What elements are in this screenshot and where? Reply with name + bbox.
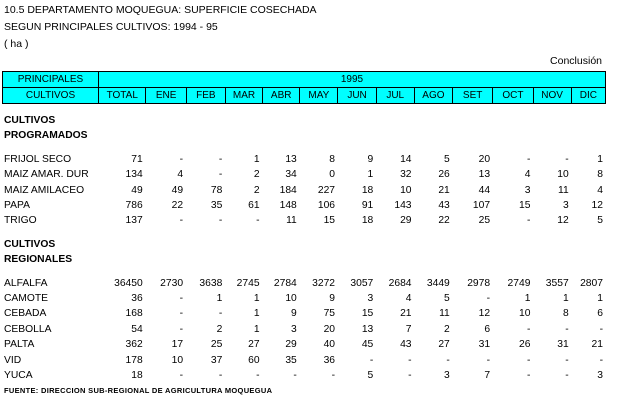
table-cell: 25 bbox=[478, 215, 491, 227]
table-cell: - bbox=[599, 354, 603, 366]
table-cell: 9 bbox=[367, 153, 374, 165]
table-cell: 1 bbox=[216, 293, 223, 305]
table-cell: - bbox=[527, 153, 531, 165]
table-cell: 32 bbox=[400, 169, 412, 181]
table-cell: - bbox=[218, 169, 223, 181]
table-row bbox=[2, 306, 606, 321]
table-cell: 107 bbox=[472, 200, 491, 212]
table-cell: 20 bbox=[478, 153, 491, 165]
header-corner-bottom: CULTIVOS bbox=[3, 88, 99, 104]
section-title: PROGRAMADOS bbox=[4, 130, 88, 142]
table-cell: 10 bbox=[400, 184, 412, 196]
table-cell: 3057 bbox=[350, 277, 374, 289]
table-cell: 2 bbox=[444, 323, 450, 335]
table-cell: 12 bbox=[557, 215, 569, 227]
table-cell: 15 bbox=[361, 308, 374, 320]
table-cell: 25 bbox=[210, 339, 223, 351]
table-cell: 134 bbox=[125, 169, 143, 181]
table-cell: - bbox=[486, 354, 491, 366]
table-cell: - bbox=[599, 323, 603, 335]
table-cell: 1 bbox=[367, 169, 374, 181]
table-cell: 11 bbox=[439, 308, 450, 320]
table-cell: - bbox=[565, 153, 569, 165]
crop-name: ALFALFA bbox=[4, 277, 48, 289]
table-cell: 15 bbox=[518, 200, 531, 212]
table-cell: 31 bbox=[478, 339, 491, 351]
table-cell: - bbox=[565, 354, 569, 366]
table-cell: 4 bbox=[597, 184, 603, 196]
table-cell: 13 bbox=[285, 153, 297, 165]
table-cell: 37 bbox=[210, 354, 223, 366]
table-cell: 6 bbox=[484, 323, 491, 335]
table-cell: - bbox=[256, 370, 260, 382]
table-cell: 40 bbox=[323, 339, 336, 351]
table-cell: 60 bbox=[248, 354, 260, 366]
table-cell: - bbox=[218, 370, 223, 382]
table-cell: 36450 bbox=[114, 277, 143, 289]
table-cell: 0 bbox=[329, 169, 336, 181]
crop-name: CEBOLLA bbox=[4, 323, 52, 335]
table-cell: 14 bbox=[400, 153, 412, 165]
section-title: CULTIVOS bbox=[4, 238, 56, 250]
table-cell: 1 bbox=[253, 323, 260, 335]
table-cell: 1 bbox=[253, 153, 260, 165]
table-cell: 11 bbox=[286, 215, 297, 227]
table-cell: 143 bbox=[394, 200, 412, 212]
column-header-nov: NOV bbox=[533, 88, 571, 104]
table-cell: 3 bbox=[562, 200, 569, 212]
column-header-ene: ENE bbox=[146, 88, 186, 104]
table-cell: 49 bbox=[131, 184, 143, 196]
table-cell: - bbox=[565, 323, 569, 335]
table-cell: 43 bbox=[400, 339, 412, 351]
table-cell: - bbox=[218, 308, 223, 320]
table-row bbox=[2, 152, 606, 167]
table-cell: 106 bbox=[317, 200, 336, 212]
table-cell: 1 bbox=[524, 293, 531, 305]
table-cell: 91 bbox=[361, 200, 374, 212]
table-cell: 3272 bbox=[312, 277, 336, 289]
table-cell: 2807 bbox=[580, 277, 603, 289]
table-cell: 2730 bbox=[160, 277, 184, 289]
table-cell: 3 bbox=[524, 184, 531, 196]
table-cell: 54 bbox=[131, 323, 143, 335]
crop-name: PALTA bbox=[4, 339, 35, 351]
column-header-feb: FEB bbox=[186, 88, 225, 104]
table-cell: - bbox=[527, 354, 531, 366]
table-row bbox=[2, 276, 606, 291]
table-cell: 44 bbox=[478, 184, 491, 196]
table-cell: 2749 bbox=[507, 277, 531, 289]
table-cell: 35 bbox=[285, 354, 297, 366]
spacer-row bbox=[2, 229, 606, 237]
table-cell: 49 bbox=[171, 184, 184, 196]
crop-name: VID bbox=[4, 354, 22, 366]
table-cell: 12 bbox=[478, 308, 491, 320]
table-cell: 8 bbox=[329, 153, 336, 165]
table-cell: 2 bbox=[253, 184, 260, 196]
data-table bbox=[2, 113, 606, 384]
table-cell: 21 bbox=[591, 339, 603, 351]
table-cell: - bbox=[565, 370, 569, 382]
table-cell: - bbox=[408, 354, 412, 366]
table-cell: 31 bbox=[557, 339, 569, 351]
section-title: REGIONALES bbox=[4, 254, 73, 266]
table-subtitle: SEGUN PRINCIPALES CULTIVOS: 1994 - 95 bbox=[4, 21, 218, 33]
table-title: 10.5 DEPARTAMENTO MOQUEGUA: SUPERFICIE COSECHADA bbox=[4, 4, 317, 16]
table-cell: 3 bbox=[444, 370, 450, 382]
table-cell: 10 bbox=[171, 354, 184, 366]
section-title: CULTIVOS bbox=[4, 115, 56, 126]
table-cell: 13 bbox=[361, 323, 374, 335]
crop-name: MAIZ AMILACEO bbox=[4, 184, 85, 196]
table-cell: 3 bbox=[291, 323, 297, 335]
table-cell: 10 bbox=[518, 308, 531, 320]
table-cell: 15 bbox=[323, 215, 336, 227]
column-header-mar: MAR bbox=[225, 88, 262, 104]
table-cell: 362 bbox=[125, 339, 143, 351]
table-cell: 178 bbox=[125, 354, 143, 366]
table-cell: 1 bbox=[253, 293, 260, 305]
table-cell: 18 bbox=[131, 370, 143, 382]
table-cell: - bbox=[218, 153, 223, 165]
header-year: 1995 bbox=[99, 72, 606, 88]
table-row bbox=[2, 337, 606, 352]
table-cell: 10 bbox=[285, 293, 297, 305]
table-cell: - bbox=[527, 215, 531, 227]
table-cell: 45 bbox=[361, 339, 374, 351]
table-cell: - bbox=[331, 370, 336, 382]
crop-name: MAIZ AMAR. DUR bbox=[4, 169, 89, 181]
spacer-row bbox=[2, 268, 606, 276]
table-cell: 2745 bbox=[236, 277, 260, 289]
table-cell: 36 bbox=[131, 293, 143, 305]
table-cell: 9 bbox=[329, 293, 336, 305]
table-cell: 4 bbox=[177, 169, 184, 181]
table-cell: 2784 bbox=[273, 277, 297, 289]
table-cell: 11 bbox=[557, 184, 569, 196]
column-header-oct: OCT bbox=[493, 88, 533, 104]
table-cell: 22 bbox=[171, 200, 184, 212]
table-cell: 148 bbox=[279, 200, 297, 212]
table-cell: 137 bbox=[125, 215, 143, 227]
table-cell: 2684 bbox=[388, 277, 412, 289]
section-heading bbox=[2, 252, 606, 267]
table-cell: 78 bbox=[210, 184, 223, 196]
table-cell: 12 bbox=[591, 200, 603, 212]
crop-name: FRIJOL SECO bbox=[4, 153, 72, 165]
table-cell: - bbox=[486, 293, 491, 305]
table-cell: 21 bbox=[438, 184, 450, 196]
crop-name: CAMOTE bbox=[4, 293, 49, 305]
table-cell: 7 bbox=[405, 323, 412, 335]
table-cell: 26 bbox=[438, 169, 450, 181]
table-row bbox=[2, 353, 606, 368]
crop-name: PAPA bbox=[4, 200, 30, 212]
table-cell: 18 bbox=[361, 184, 374, 196]
column-header-jun: JUN bbox=[338, 88, 376, 104]
table-cell: - bbox=[218, 215, 223, 227]
table-cell: 34 bbox=[285, 169, 297, 181]
table-cell: - bbox=[527, 370, 531, 382]
table-cell: 43 bbox=[438, 200, 450, 212]
header-corner-top: PRINCIPALES bbox=[3, 72, 99, 88]
table-cell: 35 bbox=[210, 200, 223, 212]
table-cell: 27 bbox=[438, 339, 450, 351]
table-cell: 29 bbox=[400, 215, 412, 227]
table-cell: 5 bbox=[444, 153, 450, 165]
column-header-dic: DIC bbox=[571, 88, 605, 104]
table-cell: 1 bbox=[562, 293, 569, 305]
column-header bbox=[2, 71, 606, 104]
table-row bbox=[2, 198, 606, 213]
table-row bbox=[2, 368, 606, 383]
table-cell: 9 bbox=[291, 308, 297, 320]
table-cell: 168 bbox=[125, 308, 143, 320]
column-header-abr: ABR bbox=[263, 88, 300, 104]
table-cell: 10 bbox=[557, 169, 569, 181]
table-cell: 3 bbox=[367, 293, 374, 305]
section-heading bbox=[2, 128, 606, 143]
table-cell: 71 bbox=[131, 153, 143, 165]
table-cell: 5 bbox=[444, 293, 450, 305]
table-cell: 20 bbox=[323, 323, 336, 335]
source-note: FUENTE: DIRECCION SUB-REGIONAL DE AGRICULTURA MOQUEGUA bbox=[4, 386, 273, 395]
table-cell: - bbox=[408, 370, 412, 382]
table-cell: 6 bbox=[597, 308, 603, 320]
table-cell: 3557 bbox=[545, 277, 569, 289]
column-header-may: MAY bbox=[300, 88, 338, 104]
table-row bbox=[2, 167, 606, 182]
table-cell: 26 bbox=[518, 339, 531, 351]
table-cell: - bbox=[369, 354, 374, 366]
table-cell: 2 bbox=[253, 169, 260, 181]
table-cell: - bbox=[527, 323, 531, 335]
table-cell: 13 bbox=[478, 169, 491, 181]
units-label: ( ha ) bbox=[4, 38, 29, 50]
table-cell: 7 bbox=[484, 370, 491, 382]
table-cell: 227 bbox=[317, 184, 336, 196]
table-cell: 3638 bbox=[199, 277, 223, 289]
table-cell: - bbox=[179, 153, 184, 165]
table-cell: 29 bbox=[285, 339, 297, 351]
crop-name: YUCA bbox=[4, 370, 33, 382]
table-cell: 184 bbox=[279, 184, 297, 196]
table-cell: 3449 bbox=[426, 277, 450, 289]
table-cell: 4 bbox=[405, 293, 412, 305]
table-cell: 36 bbox=[323, 354, 336, 366]
table-cell: 5 bbox=[597, 215, 603, 227]
table-cell: 8 bbox=[597, 169, 603, 181]
crop-name: CEBADA bbox=[4, 308, 47, 320]
section-heading bbox=[2, 113, 606, 128]
table-cell: 2978 bbox=[467, 277, 491, 289]
table-cell: 22 bbox=[438, 215, 450, 227]
table-cell: 4 bbox=[524, 169, 531, 181]
crop-name: TRIGO bbox=[4, 215, 37, 227]
table-cell: 1 bbox=[597, 153, 603, 165]
table-cell: 1 bbox=[253, 308, 260, 320]
table-cell: 5 bbox=[367, 370, 374, 382]
table-row bbox=[2, 322, 606, 337]
column-header-ago: AGO bbox=[414, 88, 452, 104]
table-cell: 1 bbox=[597, 293, 603, 305]
table-cell: 18 bbox=[361, 215, 374, 227]
table-cell: 786 bbox=[125, 200, 143, 212]
table-cell: 3 bbox=[597, 370, 603, 382]
column-header-total: TOTAL bbox=[99, 88, 146, 104]
table-row bbox=[2, 213, 606, 228]
spacer-row bbox=[2, 144, 606, 152]
table-cell: - bbox=[256, 215, 260, 227]
table-cell: 27 bbox=[248, 339, 260, 351]
table-cell: - bbox=[179, 293, 184, 305]
column-header-jul: JUL bbox=[376, 88, 414, 104]
table-cell: - bbox=[179, 308, 184, 320]
table-cell: - bbox=[179, 370, 184, 382]
table-cell: - bbox=[179, 215, 184, 227]
table-cell: - bbox=[293, 370, 297, 382]
table-cell: 8 bbox=[562, 308, 569, 320]
conclusion-label: Conclusión bbox=[550, 55, 602, 67]
table-cell: 61 bbox=[248, 200, 260, 212]
table-row bbox=[2, 291, 606, 306]
table-cell: 75 bbox=[323, 308, 336, 320]
table-cell: 17 bbox=[171, 339, 184, 351]
column-header-set: SET bbox=[453, 88, 493, 104]
table-cell: 2 bbox=[216, 323, 223, 335]
section-heading bbox=[2, 237, 606, 252]
table-row bbox=[2, 183, 606, 198]
table-cell: 21 bbox=[400, 308, 412, 320]
table-cell: - bbox=[446, 354, 450, 366]
table-cell: - bbox=[179, 323, 184, 335]
